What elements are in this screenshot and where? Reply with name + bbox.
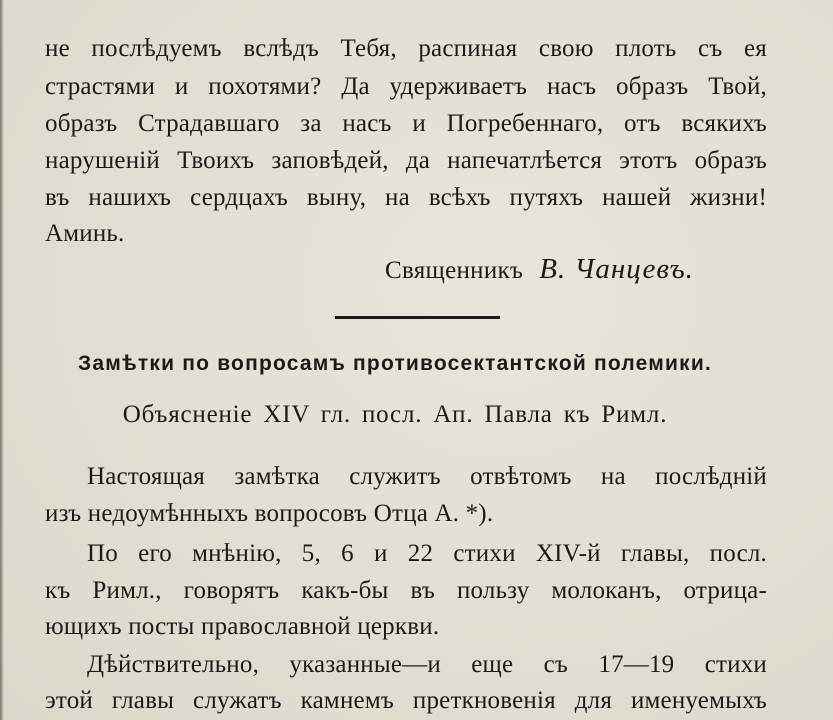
- paragraph-line: Дѣйствительно, указанные—и еще съ 17—19 стихи: [87, 651, 767, 678]
- paragraph-line: къ Римл., говорятъ какъ-бы въ пользу молоканъ, отрица-: [45, 577, 767, 604]
- article-subheading: Объясненіе XIV гл. посл. Ап. Павла къ Римл.: [122, 401, 668, 428]
- paragraph-line: этой главы служатъ камнемъ преткновенія для именуемыхъ: [45, 687, 767, 714]
- paragraph-line: ющихъ посты православной церкви.: [45, 613, 440, 640]
- prayer-line: образъ Страдавшаго за насъ и Погребеннаго, отъ всякихъ: [45, 110, 767, 137]
- signature-title: Священникъ: [385, 257, 524, 284]
- amen-line: Аминь.: [45, 220, 125, 247]
- paragraph-line: Настоящая замѣтка служитъ отвѣтомъ на послѣдній: [87, 463, 767, 490]
- prayer-line: нарушеній Твоихъ заповѣдей, да напечатлѣется этотъ образъ: [45, 147, 767, 174]
- prayer-line: страстями и похотями? Да удерживаетъ насъ образъ Твой,: [45, 73, 767, 100]
- prayer-line: въ нашихъ сердцахъ выну, на всѣхъ путяхъ нашей жизни!: [45, 184, 767, 211]
- prayer-line: не послѣдуемъ вслѣдъ Тебя, распиная свою плоть съ ея: [45, 35, 767, 62]
- paragraph-line: изъ недоумѣнныхъ вопросовъ Отца А. *).: [45, 500, 494, 527]
- signature: [385, 249, 694, 289]
- scan-edge: [0, 0, 4, 720]
- section-divider-rule: [335, 316, 500, 319]
- paragraph-line: По его мнѣнію, 5, 6 и 22 стихи XIV-й главы, посл.: [87, 540, 767, 567]
- article-heading: Замѣтки по вопросамъ противосектантской полемики.: [78, 352, 712, 375]
- signature-name: В. Чанцевъ.: [539, 253, 694, 285]
